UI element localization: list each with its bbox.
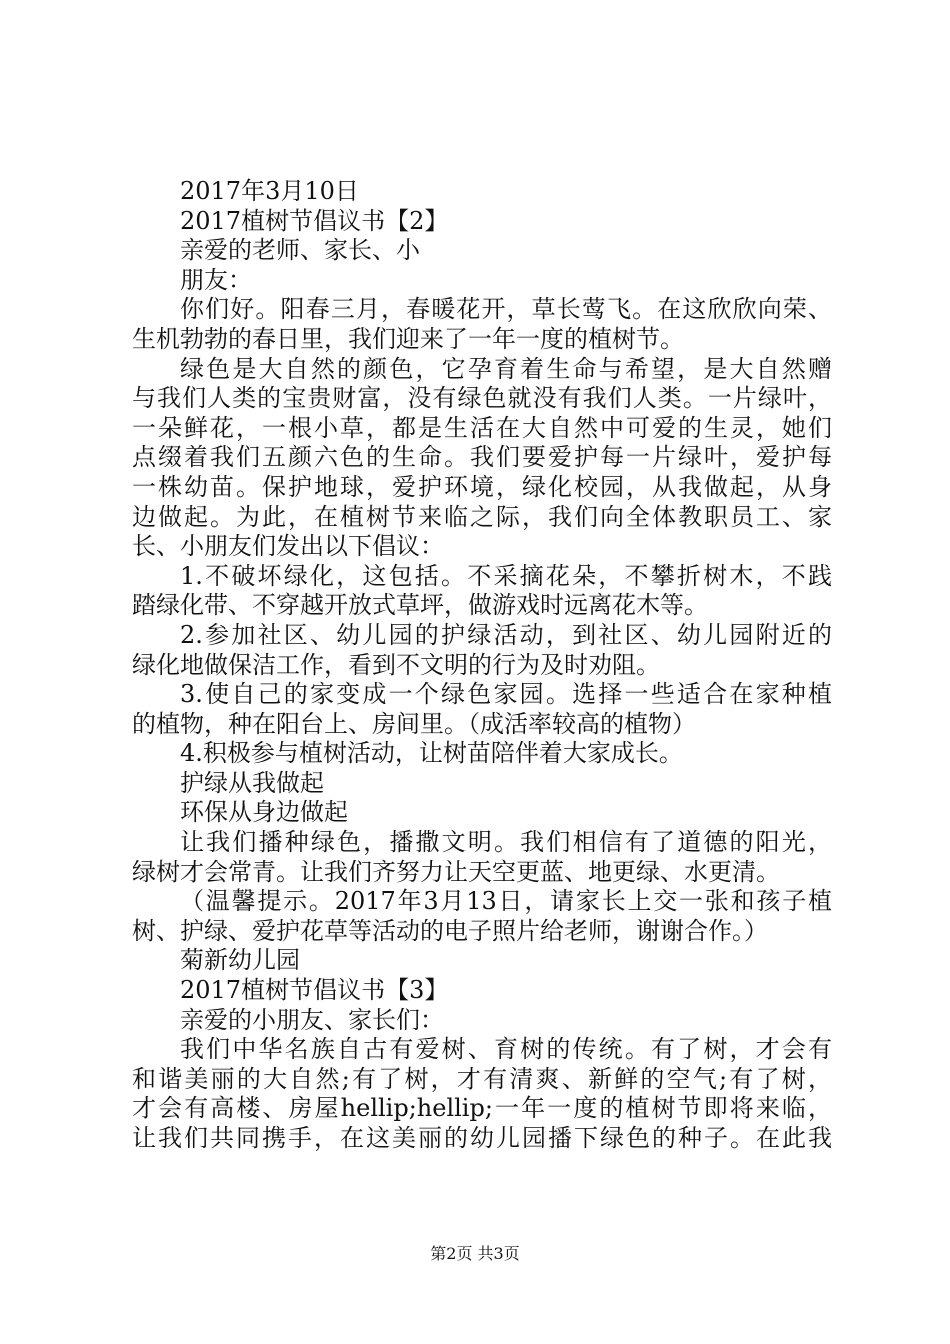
text-line: 4.积极参与植树活动，让树苗陪伴着大家成长。: [180, 739, 683, 768]
text-line: 让我们播种绿色，播撒文明。我们相信有了道德的阳光，: [180, 828, 832, 857]
text-line: 生机勃勃的春日里，我们迎来了一年一度的植树节。: [132, 324, 684, 353]
text-line: 才会有高楼、房屋hellip;hellip;一年一度的植树节即将来临，: [132, 1094, 832, 1123]
text-line: 菊新幼儿园: [180, 946, 300, 975]
text-line: 一朵鲜花，一根小草，都是生活在大自然中可爱的生灵，她们: [132, 413, 832, 442]
text-line: 一株幼苗。保护地球，爱护环境，绿化校园，从我做起，从身: [132, 472, 832, 501]
text-line: 边做起。为此，在植树节来临之际，我们向全体教职员工、家: [132, 502, 832, 531]
text-line: 与我们人类的宝贵财富，没有绿色就没有我们人类。一片绿叶，: [132, 384, 832, 413]
text-line: 1.不破坏绿化，这包括。不采摘花朵，不攀折树木，不践: [180, 561, 832, 590]
text-line: 2017植树节倡议书【2】: [180, 206, 449, 235]
text-line: 我们中华名族自古有爱树、育树的传统。有了树，才会有: [180, 1035, 832, 1064]
text-line: 3.使自己的家变成一个绿色家园。选择一些适合在家种植: [180, 680, 832, 709]
text-line: 2017年3月10日: [180, 177, 359, 205]
text-line: 踏绿化带、不穿越开放式草坪，做游戏时远离花木等。: [132, 591, 708, 620]
text-line: 2017植树节倡议书【3】: [180, 976, 449, 1005]
page-footer: 第2页 共3页: [430, 1244, 520, 1263]
text-line: 绿化地做保洁工作，看到不文明的行为及时劝阻。: [132, 650, 660, 679]
text-line: 亲爱的老师、家长、小: [180, 236, 420, 265]
document-body: [132, 177, 832, 1154]
text-line: 环保从身边做起: [180, 798, 348, 827]
text-line: 朋友：: [180, 265, 252, 294]
text-line: 树、护绿、爱护花草等活动的电子照片给老师，谢谢合作。）: [132, 916, 768, 945]
text-line: 的植物，种在阳台上、房间里。（成活率较高的植物）: [132, 709, 696, 738]
text-line: 2.参加社区、幼儿园的护绿活动，到社区、幼儿园附近的: [180, 620, 832, 649]
text-line: 你们好。阳春三月，春暖花开，草长莺飞。在这欣欣向荣、: [180, 295, 832, 324]
text-line: 点缀着我们五颜六色的生命。我们要爱护每一片绿叶，爱护每: [132, 443, 832, 472]
text-line: 绿色是大自然的颜色，它孕育着生命与希望，是大自然赠: [180, 354, 832, 383]
text-line: 让我们共同携手，在这美丽的幼儿园播下绿色的种子。在此我: [132, 1124, 832, 1152]
text-line: （温馨提示。2017年3月13日，请家长上交一张和孩子植: [180, 887, 832, 916]
text-line: 护绿从我做起: [180, 768, 324, 797]
text-line: 绿树才会常青。让我们齐努力让天空更蓝、地更绿、水更清。: [132, 857, 780, 886]
text-line: 和谐美丽的大自然;有了树，才有清爽、新鲜的空气;有了树，: [132, 1064, 832, 1093]
text-line: 长、小朋友们发出以下倡议：: [132, 532, 444, 561]
text-line: 亲爱的小朋友、家长们：: [180, 1005, 444, 1034]
